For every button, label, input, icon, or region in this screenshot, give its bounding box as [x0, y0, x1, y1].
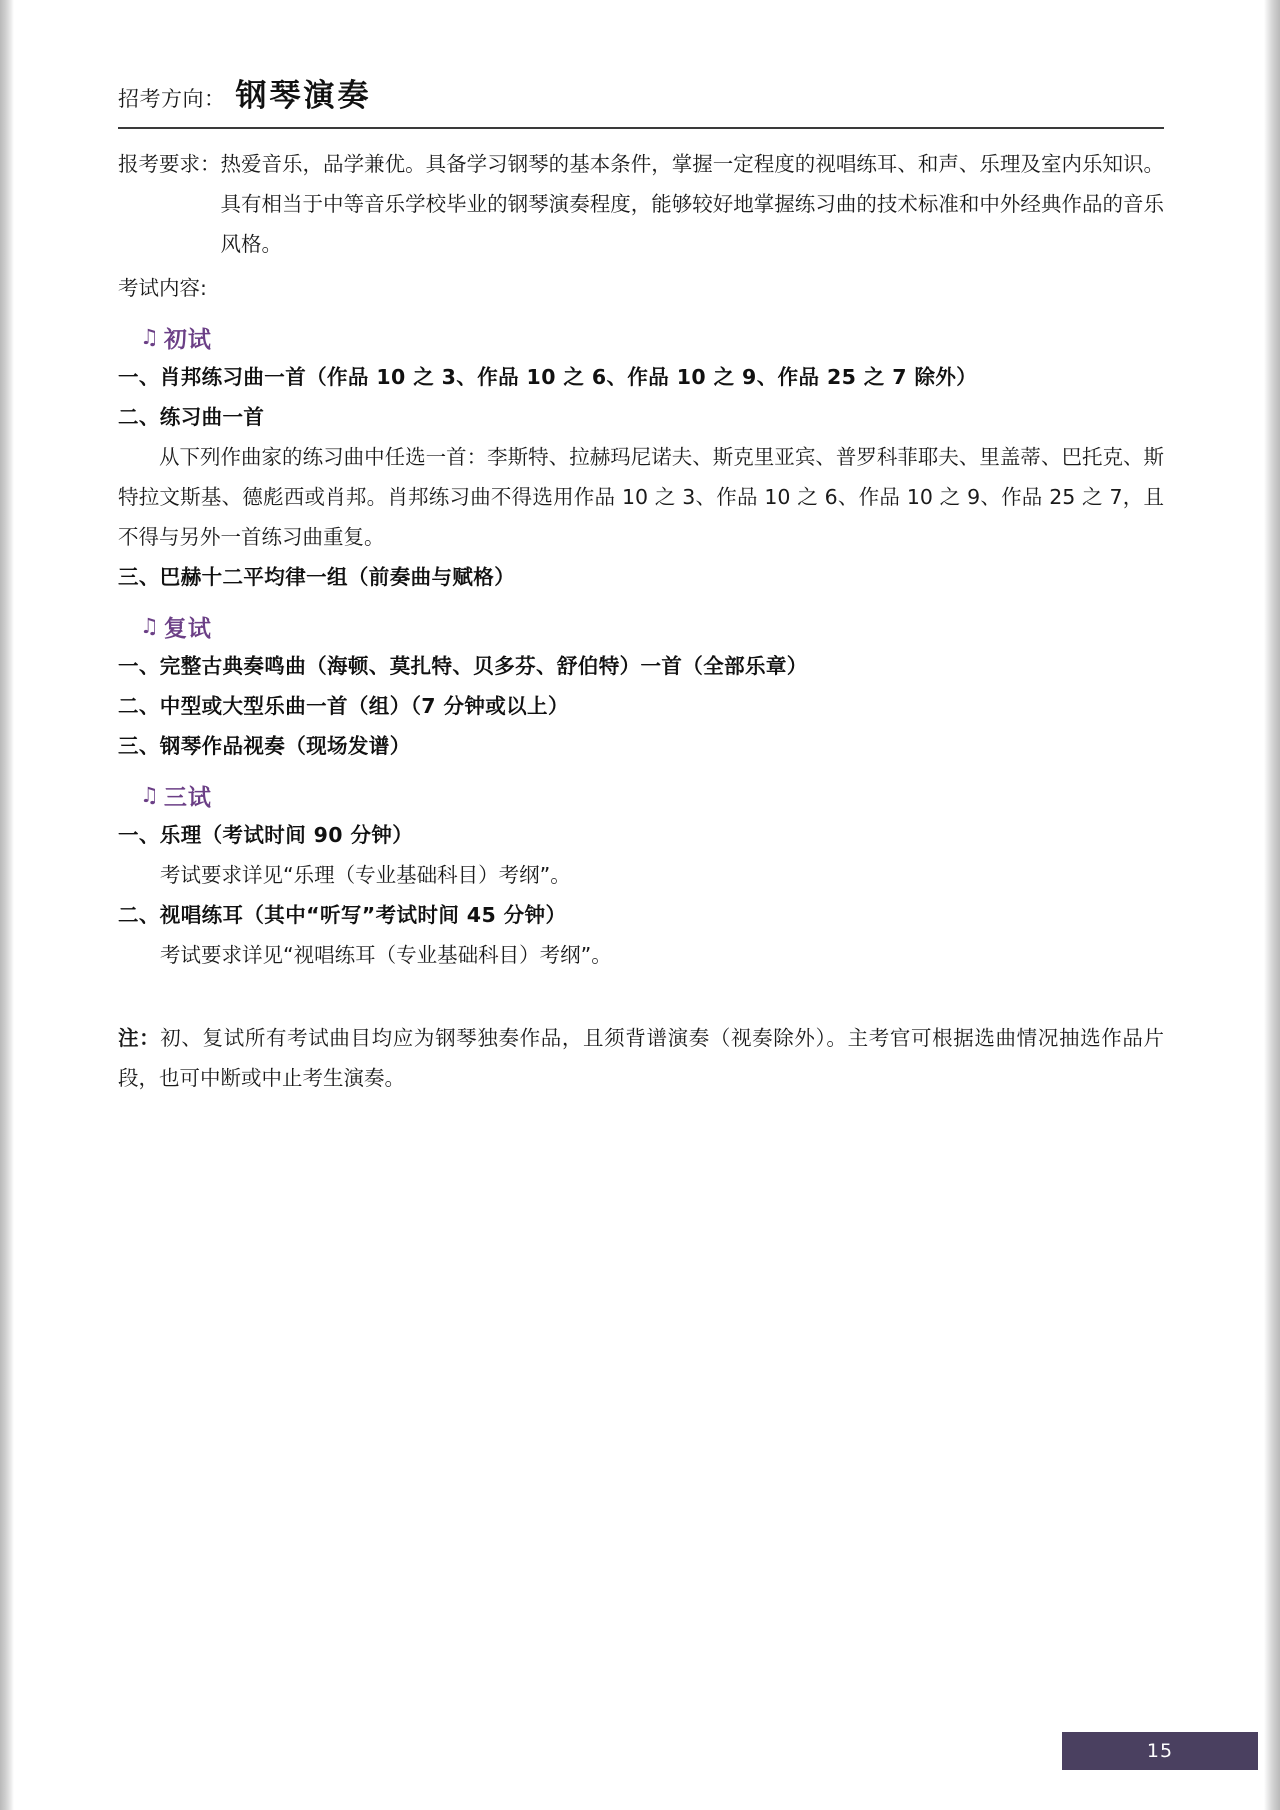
stage-0-item-0-head: 一、肖邦练习曲一首（作品 10 之 3、作品 10 之 6、作品 10 之 9、作品 25 之 7 除外）	[118, 364, 978, 389]
music-note-icon: ♫	[140, 613, 160, 638]
title-divider	[118, 127, 1164, 129]
title-main: 钢琴演奏	[235, 78, 372, 114]
stage-2-item-0-head: 一、乐理（考试时间 90 分钟）	[118, 822, 414, 847]
stage-1-item-2-head: 三、钢琴作品视奏（现场发谱）	[118, 733, 411, 758]
requirement-block	[118, 145, 1164, 265]
footnote-block	[118, 1019, 1164, 1099]
stage-1-item-0-head: 一、完整古典奏鸣曲（海顿、莫扎特、贝多芬、舒伯特）一首（全部乐章）	[118, 653, 808, 678]
footnote-label: 注：	[118, 1026, 161, 1051]
stage-name-1: 复试	[163, 615, 212, 642]
page-number: 15	[1146, 1740, 1174, 1762]
music-note-icon: ♫	[140, 324, 160, 349]
requirement-text: 热爱音乐，品学兼优。具备学习钢琴的基本条件，掌握一定程度的视唱练耳、和声、乐理及室内乐知识。具有相当于中等音乐学校毕业的钢琴演奏程度，能够较好地掌握练习曲的技术标准和中外经典作品的音乐风格。	[220, 152, 1164, 256]
stage-heading-1	[140, 610, 1164, 643]
page-right-edge-shadow	[1264, 0, 1280, 1810]
requirement-label: 报考要求：	[118, 152, 221, 176]
footnote-text: 初、复试所有考试曲目均应为钢琴独奏作品，且须背谱演奏（视奏除外）。主考官可根据选曲情况抽选作品片段，也可中断或中止考生演奏。	[118, 1026, 1165, 1091]
exam-content-label: 考试内容:	[118, 275, 207, 300]
stage-name-0: 初试	[163, 326, 212, 353]
stage-0-item-1-head: 二、练习曲一首	[118, 404, 265, 429]
stage-0-item-1-body: 从下列作曲家的练习曲中任选一首：李斯特、拉赫玛尼诺夫、斯克里亚宾、普罗科菲耶夫、里盖蒂、巴托克、斯特拉文斯基、德彪西或肖邦。肖邦练习曲不得选用作品 10 之 3、作品 10 之 6、作品 10 之 9、作品 25 之 7，且不得与另外一首练习曲重复。	[118, 444, 1164, 549]
stage-heading-0	[140, 321, 1164, 354]
document-content	[118, 70, 1164, 1099]
stage-1-item-1-head: 二、中型或大型乐曲一首（组）（7 分钟或以上）	[118, 693, 569, 718]
title-prefix: 招考方向：	[118, 87, 226, 111]
stage-2-item-1-body: 考试要求详见“视唱练耳（专业基础科目）考纲”。	[160, 942, 612, 967]
stage-name-2: 三试	[163, 784, 212, 811]
music-note-icon: ♫	[140, 782, 160, 807]
stage-2-item-0-body: 考试要求详见“乐理（专业基础科目）考纲”。	[160, 862, 571, 887]
stage-2-item-1-head: 二、视唱练耳（其中“听写”考试时间 45 分钟）	[118, 902, 567, 927]
stage-0-item-2-head: 三、巴赫十二平均律一组（前奏曲与赋格）	[118, 564, 516, 589]
page-title	[118, 70, 1164, 125]
page-left-edge-shadow	[0, 0, 14, 1810]
stage-heading-2	[140, 779, 1164, 812]
page-number-badge	[1062, 1732, 1258, 1770]
